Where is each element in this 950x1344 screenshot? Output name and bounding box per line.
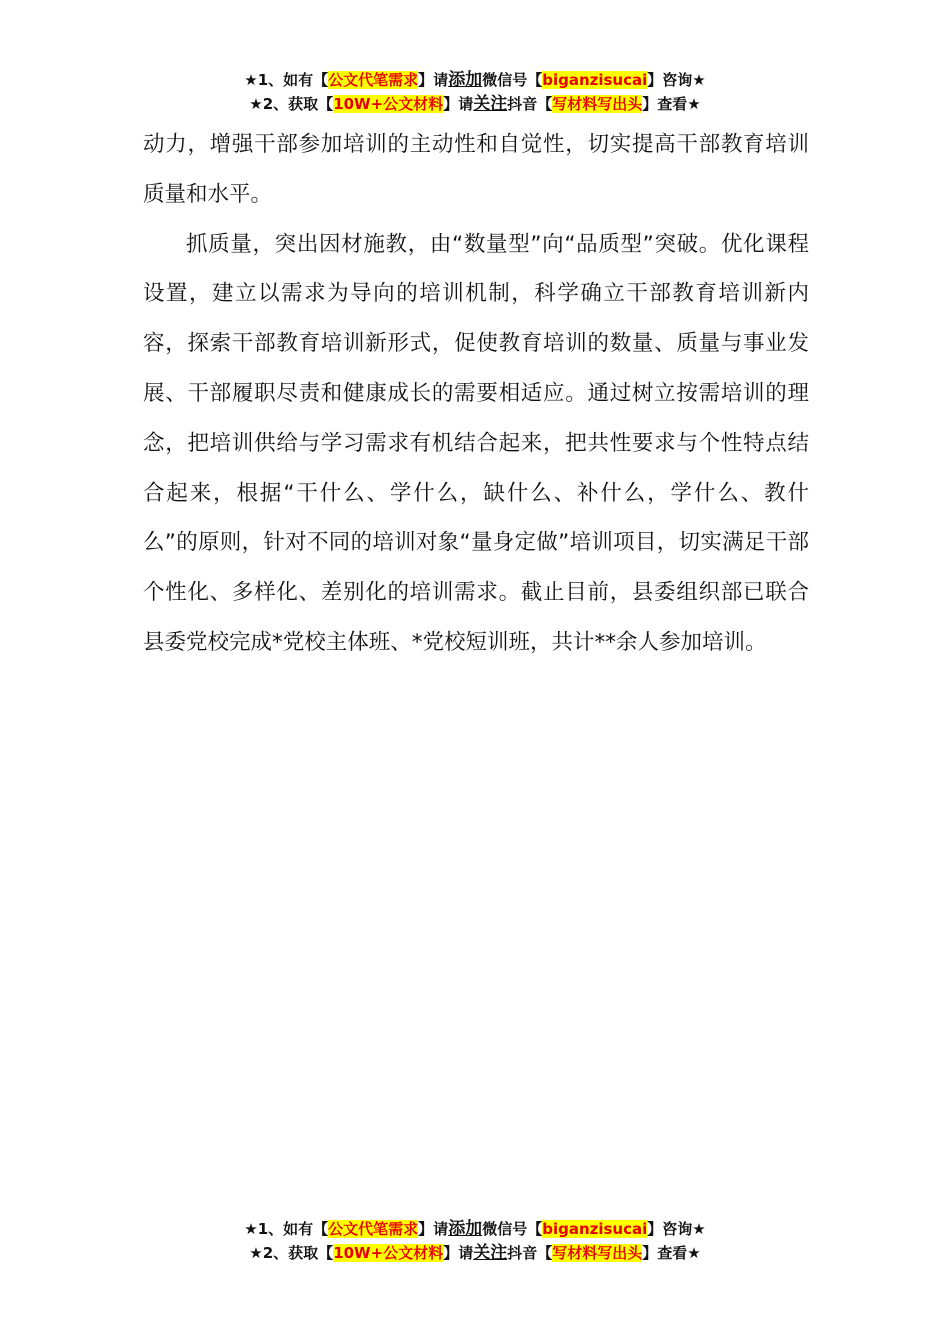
banner-highlight: biganzisucai [542, 71, 648, 89]
banner-emphasis: 关注 [473, 94, 508, 114]
banner-emphasis: 添加 [448, 1219, 483, 1239]
banner-highlight: 写材料写出头 [552, 95, 643, 113]
banner-highlight: biganzisucai [542, 1220, 648, 1238]
banner-text: 】查看★ [642, 1244, 701, 1262]
banner-line-2 [0, 92, 950, 116]
banner-text: 】咨询★ [647, 1220, 706, 1238]
document-body [143, 120, 809, 668]
banner-line-2 [0, 1241, 950, 1265]
banner-highlight: 10W+公文材料 [333, 95, 444, 113]
footer-banner [0, 1217, 950, 1265]
banner-emphasis: 关注 [473, 1243, 508, 1263]
banner-text: 】请 [443, 95, 474, 113]
paragraph-2: 抓质量，突出因材施教，由“数量型”向“品质型”突破。优化课程设置，建立以需求为导向的培训机制，科学确立干部教育培训新内容，探索干部教育培训新形式，促使教育培训的数量、质量与事业发展、干部履职尽责和健康成长的需要相适应。通过树立按需培训的理念，把培训供给与学习需求有机结合起来，把共性要求与个性特点结合起来，根据“干什么、学什么，缺什么、补什么，学什么、教什么”的原则，针对不同的培训对象“量身定做”培训项目，切实满足干部个性化、多样化、差别化的培训需求。截止目前，县委组织部已联合县委党校完成*党校主体班、*党校短训班，共计**余人参加培训。 [143, 231, 809, 655]
banner-text: ★2、获取【 [249, 1244, 334, 1262]
paragraph-1: 动力，增强干部参加培训的主动性和自觉性，切实提高干部教育培训质量和水平。 [143, 132, 809, 207]
banner-text: 】请 [443, 1244, 474, 1262]
banner-emphasis: 添加 [448, 70, 483, 90]
banner-text: 微信号【 [482, 71, 543, 89]
banner-text: 抖音【 [507, 95, 553, 113]
banner-text: 】请 [418, 1220, 449, 1238]
banner-text: 】咨询★ [647, 71, 706, 89]
banner-text: 】查看★ [642, 95, 701, 113]
banner-text: 微信号【 [482, 1220, 543, 1238]
banner-text: ★2、获取【 [249, 95, 334, 113]
banner-highlight: 公文代笔需求 [328, 1220, 419, 1238]
banner-highlight: 公文代笔需求 [328, 71, 419, 89]
banner-text: 】请 [418, 71, 449, 89]
banner-line-1 [0, 1217, 950, 1241]
banner-highlight: 写材料写出头 [552, 1244, 643, 1262]
banner-text: ★1、如有【 [244, 1220, 329, 1238]
header-banner [0, 68, 950, 116]
banner-text: ★1、如有【 [244, 71, 329, 89]
banner-line-1 [0, 68, 950, 92]
banner-text: 抖音【 [507, 1244, 553, 1262]
banner-highlight: 10W+公文材料 [333, 1244, 444, 1262]
